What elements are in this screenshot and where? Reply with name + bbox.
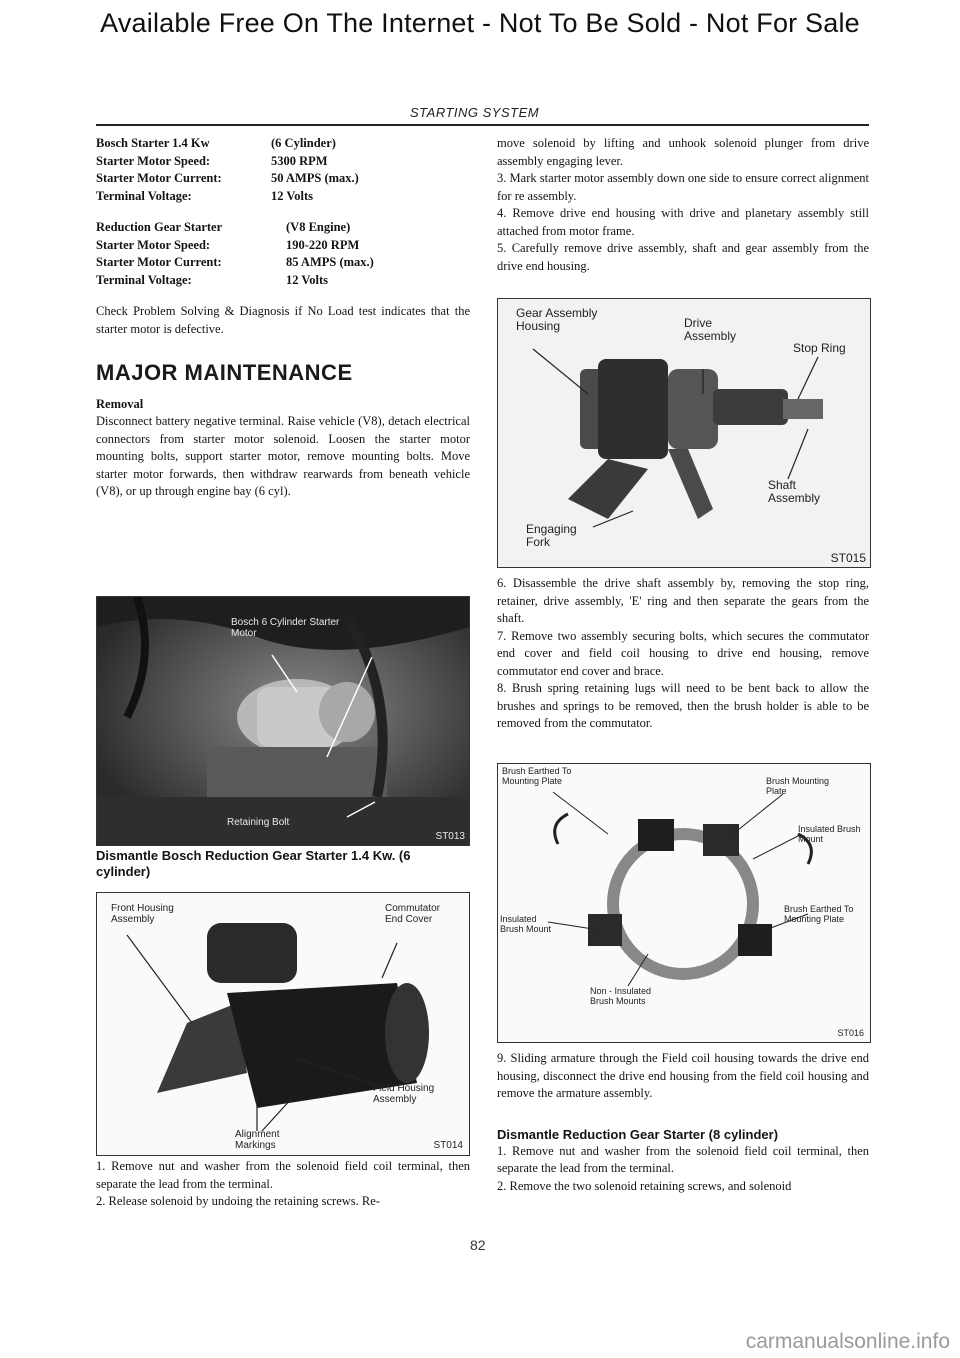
spec-row bbox=[96, 237, 470, 255]
step-3: 3. Mark starter motor assembly down one side to ensure correct alignment for re assembly. bbox=[497, 171, 869, 203]
removal-paragraph: Disconnect battery negative terminal. Raise vehicle (V8), detach electrical connectors from starter motor solenoid. Loosen the starter motor mounting bolts, support starter motor, remove mounting bolts. Move starter motor forwards, then withdraw rearwards from beneath vehicle (V8), or up through engine bay (6 cyl). bbox=[96, 414, 470, 498]
label-brush-mounting-plate: Brush Mounting Plate bbox=[766, 776, 830, 796]
spec-row bbox=[96, 219, 470, 237]
removal-heading: Removal bbox=[96, 396, 144, 411]
photo-label-retaining-bolt: Retaining Bolt bbox=[227, 817, 290, 828]
label-alignment: Alignment Markings bbox=[235, 1129, 280, 1151]
starter-motor-diagram bbox=[96, 892, 470, 1156]
banner-notice: Available Free On The Internet - Not To Be Sold - Not For Sale bbox=[100, 8, 860, 38]
spec-value: 12 Volts bbox=[286, 272, 329, 287]
step-2: 2. Release solenoid by undoing the retaining screws. Re- bbox=[96, 1194, 380, 1208]
left-bottom-text bbox=[96, 1158, 470, 1211]
bosch-spec-table bbox=[96, 135, 470, 205]
figure-code: ST014 bbox=[433, 1140, 463, 1151]
reduction-step-1: 1. Remove nut and washer from the solenoid field coil terminal, then separate the lead from the terminal. bbox=[497, 1143, 869, 1175]
label-insulated-mount: Insulated Brush Mount bbox=[798, 824, 861, 844]
step-9: 9. Sliding armature through the Field coil housing towards the drive end housing, disconnect the drive end housing from the field coil housing and remove the armature assembly. bbox=[497, 1051, 869, 1100]
major-maintenance-heading: MAJOR MAINTENANCE bbox=[96, 360, 353, 385]
spec-key: Starter Motor Current: bbox=[96, 171, 222, 185]
spec-row bbox=[96, 254, 470, 272]
header-rule bbox=[96, 124, 869, 126]
spec-key: Starter Motor Current: bbox=[96, 255, 222, 269]
drive-assembly-photo bbox=[497, 298, 871, 568]
reduction-spec-table bbox=[96, 219, 470, 289]
section-title: STARTING SYSTEM bbox=[410, 105, 540, 120]
spec-row bbox=[96, 170, 470, 188]
label-non-insulated: Non - Insulated Brush Mounts bbox=[590, 986, 652, 1006]
spec-value: 5300 RPM bbox=[271, 153, 328, 168]
spec-row bbox=[96, 153, 470, 171]
label-stop-ring: Stop Ring bbox=[793, 341, 846, 355]
continued-text: move solenoid by lifting and unhook solenoid plunger from drive assembly engaging lever. bbox=[497, 136, 869, 168]
spec-key: Starter Motor Speed: bbox=[96, 237, 211, 252]
figure-code: ST015 bbox=[830, 551, 866, 565]
label-front-housing: Front Housing Assembly bbox=[111, 903, 174, 925]
spec-key: Reduction Gear Starter bbox=[96, 220, 223, 234]
watermark-text: carmanualsonline.info bbox=[745, 1330, 950, 1353]
label-field-housing: Field Housing Assembly bbox=[373, 1083, 435, 1105]
starter-motor-image bbox=[97, 893, 469, 1155]
label-commutator: Commutator End Cover bbox=[385, 903, 441, 925]
figure-code: ST016 bbox=[837, 1028, 864, 1038]
photo-label-bosch-6cyl: Bosch 6 Cylinder Starter Motor bbox=[231, 617, 340, 639]
right-mid-text bbox=[497, 575, 869, 733]
right-bottom-text bbox=[497, 1050, 869, 1195]
spec-row bbox=[96, 135, 470, 153]
spec-key: Terminal Voltage: bbox=[96, 272, 192, 287]
spec-value: (V8 Engine) bbox=[286, 220, 351, 234]
spec-key: Terminal Voltage: bbox=[96, 188, 192, 203]
spec-row bbox=[96, 272, 470, 290]
spec-row bbox=[96, 188, 470, 206]
brush-mounting-image bbox=[498, 764, 870, 1042]
label-engaging-fork: Engaging Fork bbox=[526, 522, 577, 549]
spec-value: (6 Cylinder) bbox=[271, 136, 336, 150]
spec-value: 50 AMPS (max.) bbox=[271, 171, 359, 185]
spec-key: Starter Motor Speed: bbox=[96, 153, 211, 168]
right-column bbox=[497, 135, 869, 275]
step-6: 6. Disassemble the drive shaft assembly by, removing the stop ring, retainer, drive assembly, 'E' ring and then separate the gears from the shaft. bbox=[497, 576, 869, 625]
figure-code: ST013 bbox=[435, 831, 465, 842]
label-gear-housing: Gear Assembly Housing bbox=[516, 306, 598, 333]
step-8: 8. Brush spring retaining lugs will need to be bent back to allow the brushes and springs to be removed, then the brush holder is able to be removed from the commutator. bbox=[497, 681, 869, 730]
label-drive-assembly: Drive Assembly bbox=[684, 316, 737, 343]
brush-mounting-diagram bbox=[497, 763, 871, 1043]
label-insulated-left: Insulated Brush Mount bbox=[500, 914, 552, 934]
spec-value: 190-220 RPM bbox=[286, 237, 360, 252]
step-5: 5. Carefully remove drive assembly, shaft and gear assembly from the drive end housing. bbox=[497, 241, 869, 273]
dismantle-reduction-heading: Dismantle Reduction Gear Starter (8 cylinder) bbox=[497, 1126, 779, 1142]
reduction-step-2: 2. Remove the two solenoid retaining screws, and solenoid bbox=[497, 1178, 792, 1193]
step-1: 1. Remove nut and washer from the solenoid field coil terminal, then separate the lead from the terminal. bbox=[96, 1159, 470, 1191]
starter-installed-photo bbox=[96, 596, 470, 846]
label-shaft-assembly: Shaft Assembly bbox=[768, 478, 821, 505]
spec-key: Bosch Starter 1.4 Kw bbox=[96, 136, 210, 150]
step-7: 7. Remove two assembly securing bolts, which secures the commutator end cover and field coil housing to drive end housing, remove commutator end cover and brace. bbox=[497, 628, 869, 678]
check-note: Check Problem Solving & Diagnosis if No Load test indicates that the starter motor is defective. bbox=[96, 304, 470, 336]
figure-caption-bosch: Dismantle Bosch Reduction Gear Starter 1.4 Kw. (6 cylinder) bbox=[96, 848, 411, 879]
spec-value: 12 Volts bbox=[271, 188, 314, 203]
label-brush-earthed-right: Brush Earthed To Mounting Plate bbox=[784, 904, 854, 924]
step-4: 4. Remove drive end housing with drive and planetary assembly still attached from motor frame. bbox=[497, 206, 869, 238]
spec-value: 85 AMPS (max.) bbox=[286, 255, 374, 269]
left-column bbox=[96, 135, 470, 501]
label-brush-earthed-top: Brush Earthed To Mounting Plate bbox=[502, 766, 572, 786]
page-number: 82 bbox=[470, 1237, 486, 1253]
